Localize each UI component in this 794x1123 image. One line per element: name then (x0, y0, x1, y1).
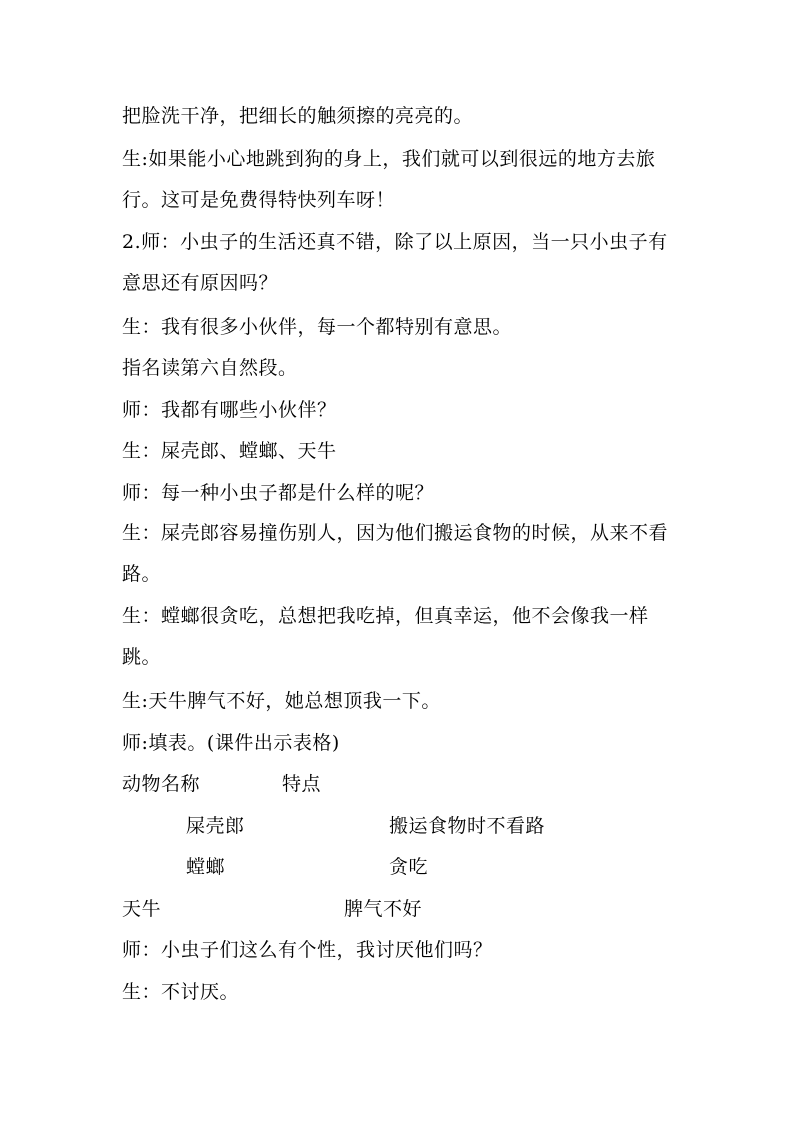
table-row-1-name: 屎壳郎 (186, 815, 245, 837)
table-row-2-trait: 贪吃 (389, 856, 429, 878)
paragraph-teacher-what-like: 师：每一种小虫子都是什么样的呢？ (122, 482, 435, 504)
table-header-trait: 特点 (282, 773, 322, 795)
paragraph-student-longhorn: 生:天牛脾气不好，她总想顶我一下。 (122, 690, 441, 712)
table-row-3-trait: 脾气不好 (344, 898, 423, 920)
paragraph-teacher-which-friends: 师：我都有哪些小伙伴？ (122, 399, 337, 421)
table-row-1-trait: 搬运食物时不看路 (389, 815, 546, 837)
paragraph-teacher-question-2: 2.师：小虫子的生活还真不错，除了以上原因，当一只小虫子有意思还有原因吗？ (122, 231, 668, 294)
table-header-name: 动物名称 (122, 773, 201, 795)
paragraph-line-1: 把脸洗干净，把细长的触须擦的亮亮的。 (122, 105, 474, 127)
paragraph-instruction-read: 指名读第六自然段。 (122, 357, 298, 379)
paragraph-student-travel: 生:如果能小心地跳到狗的身上，我们就可以到很远的地方去旅行。这可是免费得特快列车呀！ (122, 148, 656, 211)
paragraph-student-list: 生：屎壳郎、螳螂、天牛 (122, 440, 337, 462)
paragraph-student-not-dislike: 生：不讨厌。 (122, 981, 240, 1003)
paragraph-teacher-dislike: 师：小虫子们这么有个性，我讨厌他们吗？ (122, 939, 493, 961)
table-row-3-name: 天牛 (122, 898, 162, 920)
paragraph-student-dung-beetle: 生：屎壳郎容易撞伤别人，因为他们搬运食物的时候，从来不看路。 (122, 522, 669, 585)
paragraph-teacher-fill-table: 师:填表。(课件出示表格) (122, 732, 340, 754)
paragraph-student-friends: 生：我有很多小伙伴，每一个都特别有意思。 (122, 316, 513, 338)
paragraph-student-mantis: 生：螳螂很贪吃，总想把我吃掉，但真幸运，他不会像我一样跳。 (122, 605, 649, 668)
table-row-2-name: 螳螂 (186, 856, 226, 878)
